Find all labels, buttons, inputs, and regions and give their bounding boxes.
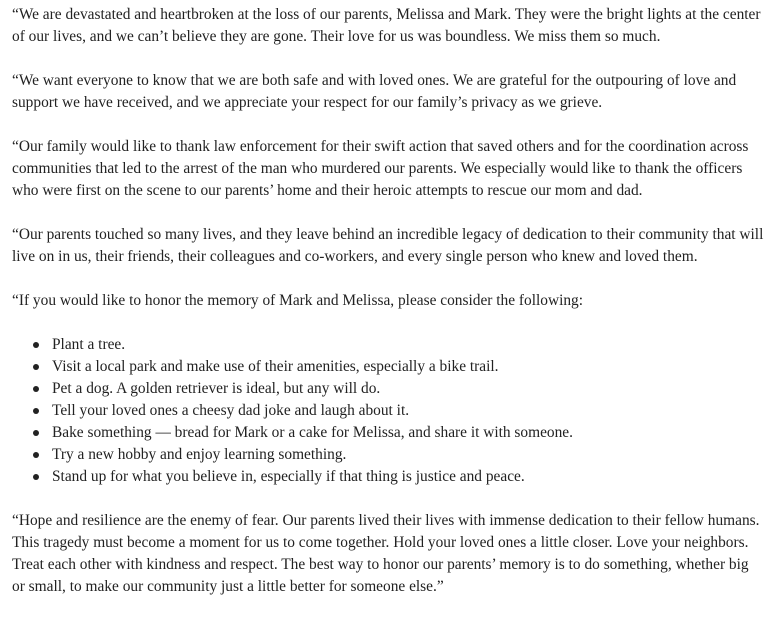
bullet-icon	[33, 364, 39, 370]
list-item	[52, 444, 764, 466]
list-item-text: Stand up for what you believe in, especially if that thing is justice and peace.	[52, 468, 525, 485]
bullet-icon	[33, 408, 39, 414]
list-item-text: Visit a local park and make use of their amenities, especially a bike trail.	[52, 358, 499, 375]
list-item	[52, 400, 764, 422]
list-item	[52, 334, 764, 356]
honor-suggestions-list	[12, 334, 764, 488]
list-item	[52, 466, 764, 488]
statement-document	[12, 4, 764, 598]
bullet-icon	[33, 452, 39, 458]
list-item	[52, 422, 764, 444]
bullet-icon	[33, 474, 39, 480]
list-item-text: Tell your loved ones a cheesy dad joke and laugh about it.	[52, 402, 410, 419]
paragraph-legacy: “Our parents touched so many lives, and they leave behind an incredible legacy of dedication to their community that will live on in us, their friends, their colleagues and co-workers, and every single person who knew and loved them.	[12, 226, 764, 265]
list-item-text: Bake something — bread for Mark or a cake for Melissa, and share it with someone.	[52, 424, 573, 441]
list-item	[52, 378, 764, 400]
list-item-text: Plant a tree.	[52, 336, 126, 353]
paragraph-devastated: “We are devastated and heartbroken at the loss of our parents, Melissa and Mark. They were the bright lights at the center of our lives, and we can’t believe they are gone. Their love for us was boundless. We miss them so much.	[12, 6, 761, 45]
list-item-text: Pet a dog. A golden retriever is ideal, but any will do.	[52, 380, 381, 397]
bullet-icon	[33, 386, 39, 392]
list-item	[52, 356, 764, 378]
bullet-icon	[33, 430, 39, 436]
paragraph-closing: “Hope and resilience are the enemy of fear. Our parents lived their lives with immense dedication to their fellow humans. This tragedy must become a moment for us to come together. Hold your loved ones a little closer. Love your neighbors. Treat each other with kindness and respect. The best way to honor our parents’ memory is to do something, whether big or small, to make our community just a little better for someone else.”	[12, 512, 760, 595]
list-item-text: Try a new hobby and enjoy learning something.	[52, 446, 347, 463]
paragraph-safe: “We want everyone to know that we are both safe and with loved ones. We are grateful for the outpouring of love and support we have received, and we appreciate your respect for our family’s privacy as we grieve.	[12, 72, 737, 111]
paragraph-thank-law-enforcement: “Our family would like to thank law enforcement for their swift action that saved others and for the coordination across communities that led to the arrest of the man who murdered our parents. We especially would like to thank the officers who were first on the scene to our parents’ home and their heroic attempts to rescue our mom and dad.	[12, 138, 749, 199]
bullet-icon	[33, 342, 39, 348]
paragraph-honor-memory: “If you would like to honor the memory of Mark and Melissa, please consider the following:	[12, 292, 584, 309]
